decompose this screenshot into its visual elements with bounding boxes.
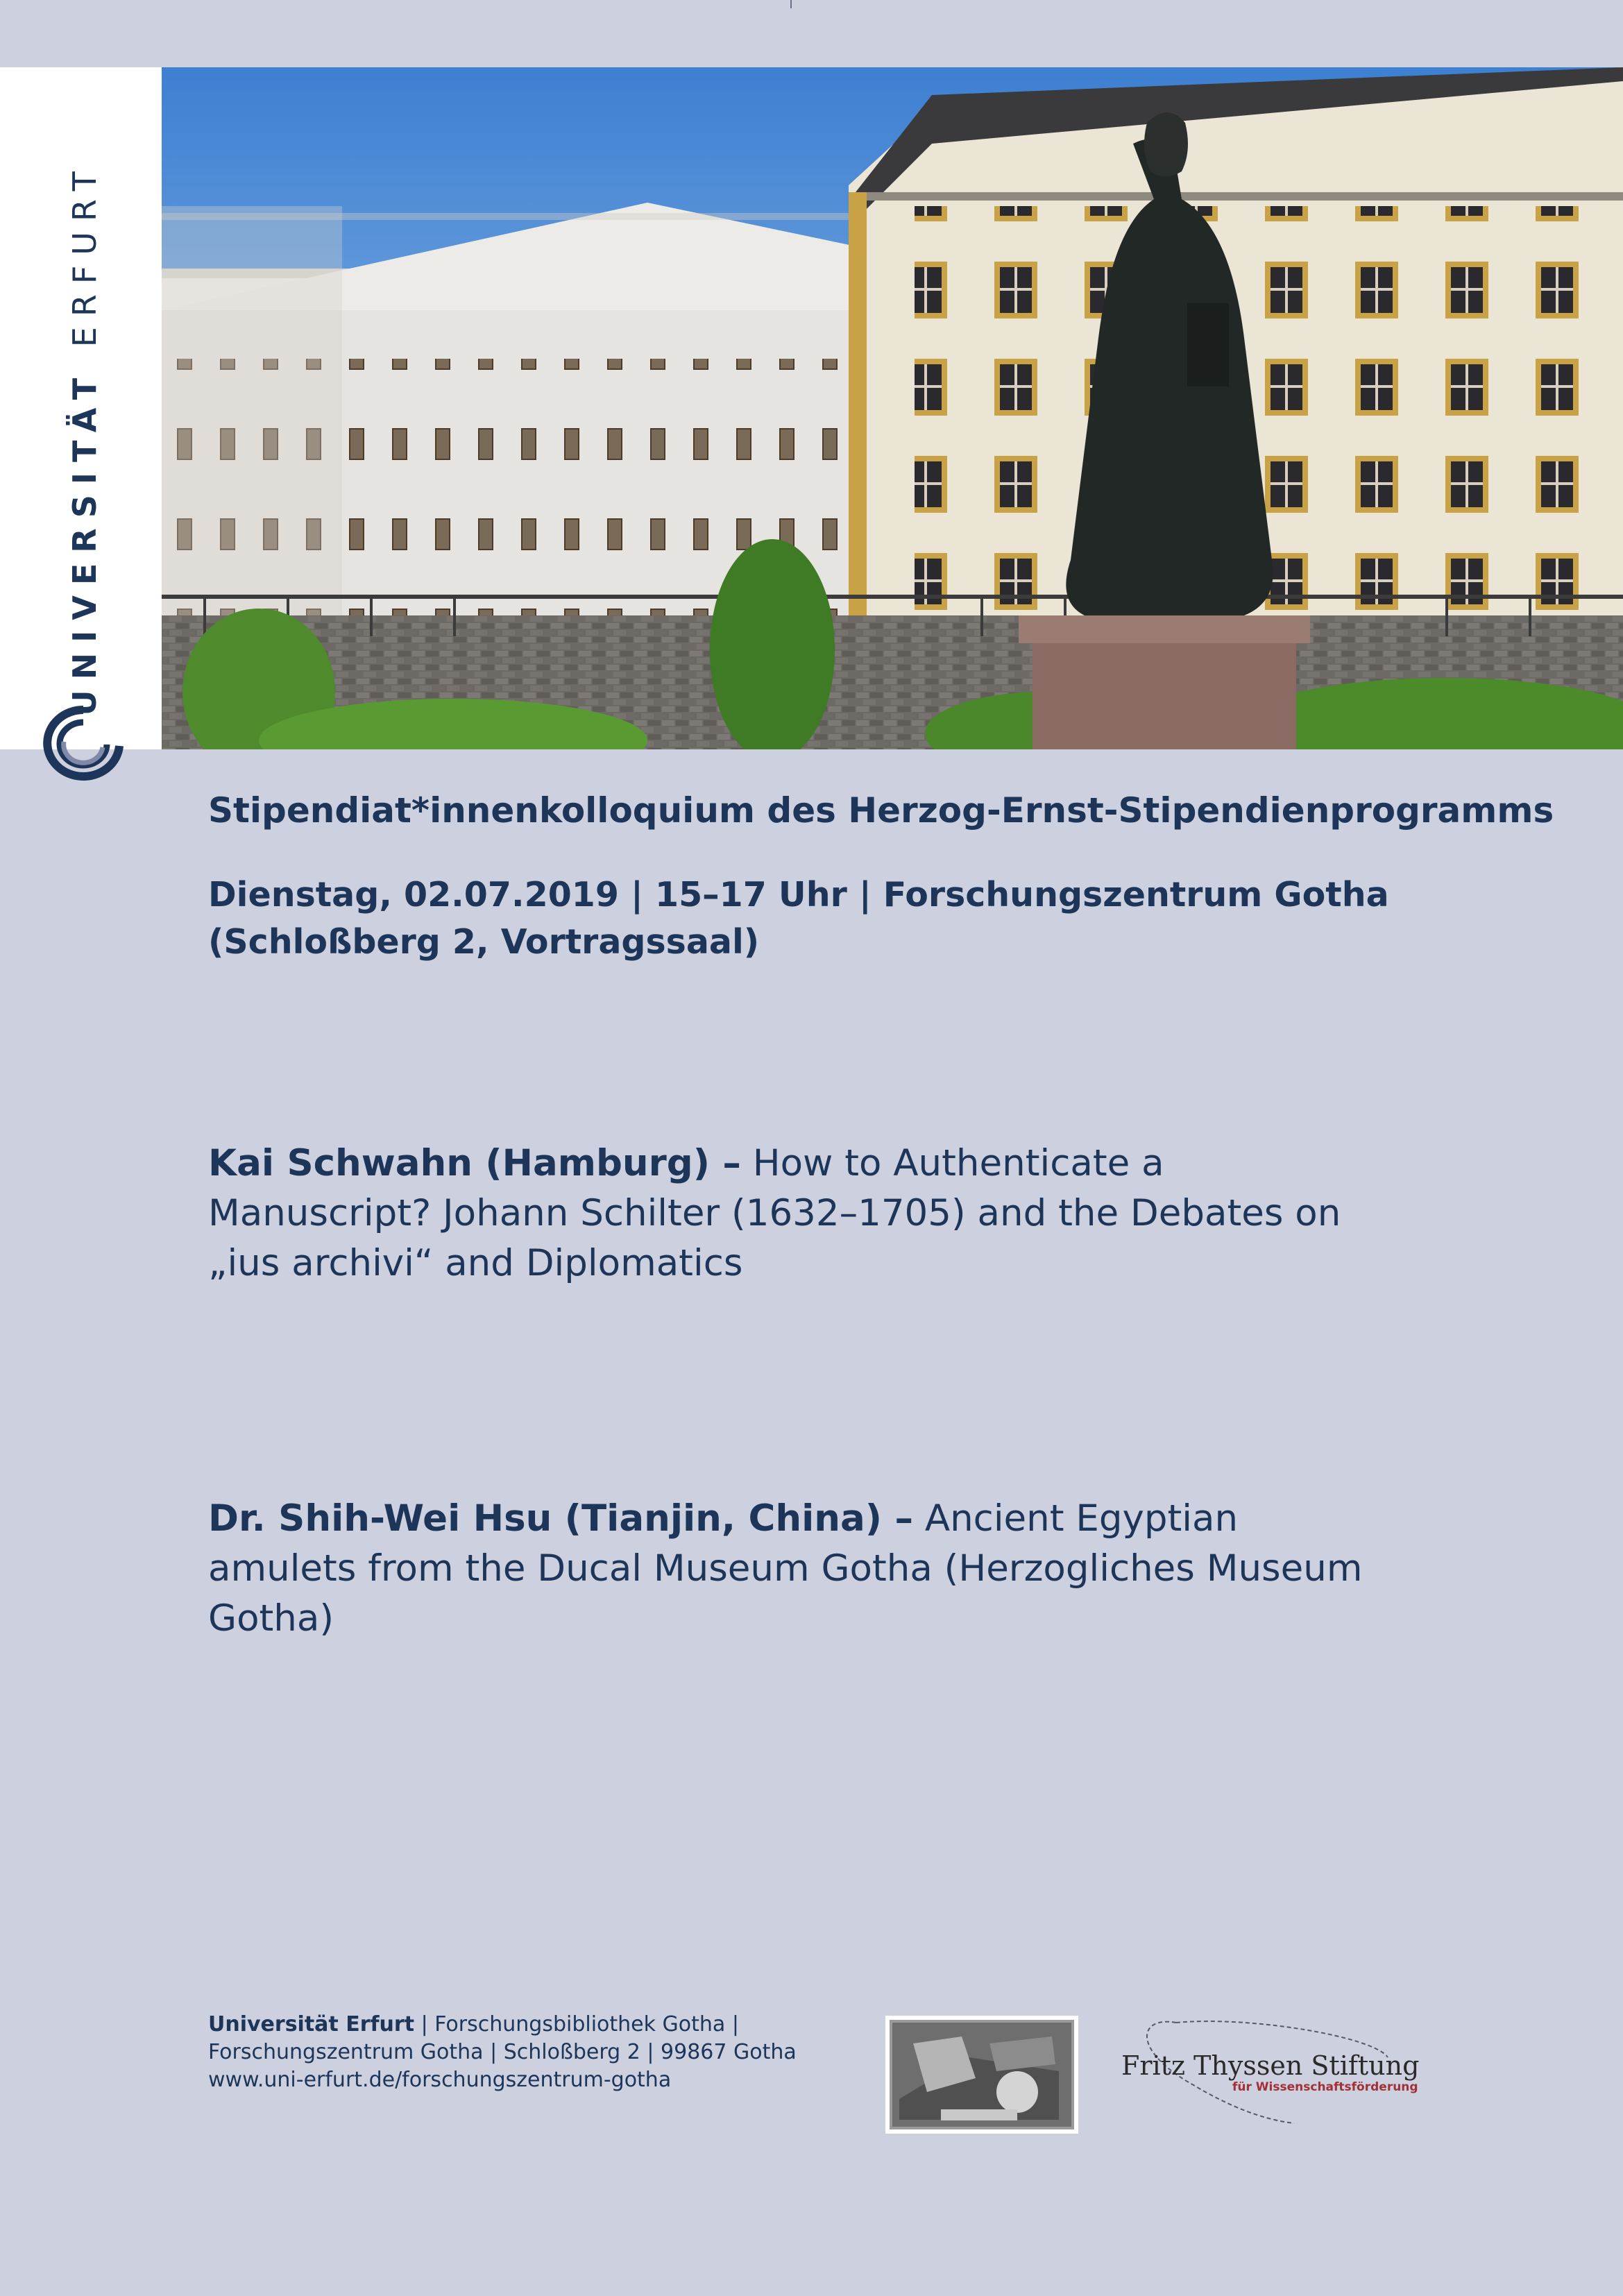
talk-entry [208, 1494, 1388, 1644]
university-wordmark [66, 161, 103, 715]
library-engraving-logo [885, 2016, 1078, 2134]
event-date-time-venue: Dienstag, 02.07.2019 | 15–17 Uhr | Forschungszentrum Gotha [208, 875, 1389, 915]
footer-address [208, 2011, 874, 2094]
talk-entry [208, 1139, 1388, 1289]
fritz-thyssen-stiftung-logo [1110, 2009, 1420, 2134]
wordmark-erfurt: ERFURT [66, 161, 103, 348]
talk-speaker: Kai Schwahn (Hamburg) – [208, 1142, 741, 1184]
talk-title: How to Authenticate a Manuscript? Johann Schilter (1632–1705) and the Debates on „ius archivi“ and Diplomatics [208, 1142, 1341, 1284]
university-logo-panel [0, 67, 162, 749]
wordmark-universitaet: UNIVERSITÄT [66, 367, 103, 716]
event-room: (Schloßberg 2, Vortragssaal) [208, 922, 760, 962]
header-photo-schloss-friedenstein [162, 67, 1623, 749]
university-emblem-icon [40, 704, 126, 781]
event-title: Stipendiat*innenkolloquium des Herzog-Ernst-Stipendienprogramms [208, 790, 1554, 831]
sponsor-subtitle: für Wissenschaftsförderung [1232, 2080, 1418, 2094]
footer-address-details: | Forschungsbibliothek Gotha | Forschungszentrum Gotha | Schloßberg 2 | 99867 Gotha www.uni-erfurt.de/forschungszentrum-gotha [208, 2012, 797, 2092]
footer-organization: Universität Erfurt [208, 2012, 415, 2036]
event-date-location [208, 871, 1527, 966]
top-crop-mark [790, 0, 792, 8]
talk-speaker: Dr. Shih-Wei Hsu (Tianjin, China) – [208, 1497, 913, 1540]
sponsor-name: Fritz Thyssen Stiftung [1121, 2050, 1420, 2081]
talk-title: Ancient Egyptian amulets from the Ducal Museum Gotha (Herzogliches Museum Gotha) [208, 1497, 1363, 1640]
